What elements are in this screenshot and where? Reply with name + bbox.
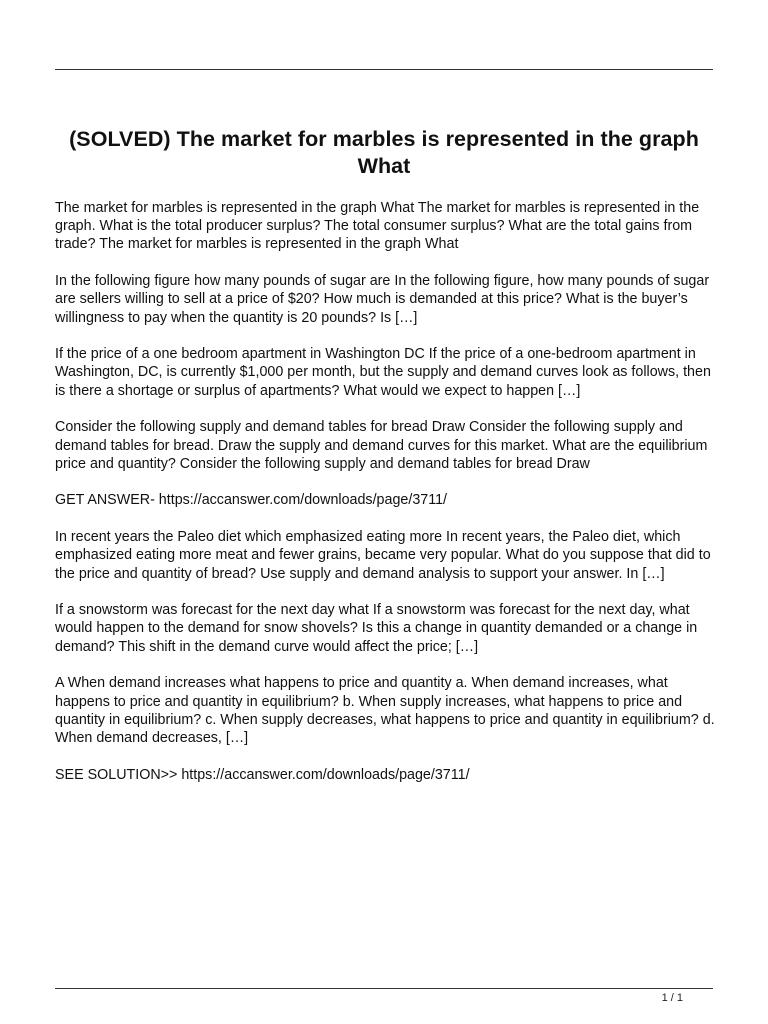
paragraph-marbles: The market for marbles is represented in the graph What The market for marbles is represented in the graph. What is the total producer surplus? The total consumer surplus? What are the total gains from trade? The market for marbles is represented in the graph What bbox=[55, 200, 700, 253]
footer-divider bbox=[55, 988, 713, 989]
paragraph-paleo-diet: In recent years the Paleo diet which emphasized eating more In recent years, the Paleo diet, which emphasized eating more meat and fewer grains, became very popular. What do you suppose that did to the price and quantity of bread? Use supply and demand analysis to support your answer. In […] bbox=[55, 529, 711, 582]
header-divider bbox=[55, 69, 713, 70]
get-answer-link[interactable]: GET ANSWER- https://accanswer.com/downloads/page/3711/ bbox=[55, 492, 448, 509]
page-number: 1 / 1 bbox=[661, 992, 683, 1004]
see-solution-link[interactable]: SEE SOLUTION>> https://accanswer.com/downloads/page/3711/ bbox=[55, 766, 470, 783]
document-body bbox=[55, 199, 717, 802]
paragraph-sugar: In the following figure how many pounds of sugar are In the following figure, how many pounds of sugar are sellers willing to sell at a price of $20? How much is demanded at this price? What is the buyer’s willingness to pay when the quantity is 20 pounds? Is […] bbox=[55, 273, 710, 326]
page-title: (SOLVED) The market for marbles is represented in the graph What bbox=[69, 127, 699, 178]
paragraph-bread-tables: Consider the following supply and demand tables for bread Draw Consider the following supply and demand tables for bread. Draw the supply and demand curves for this market. What are the equilibrium price and quantity? Consider the following supply and demand tables for bread Draw bbox=[55, 419, 708, 472]
paragraph-demand-increases: A When demand increases what happens to price and quantity a. When demand increases, what happens to price and quantity in equilibrium? b. When supply increases, what happens to price and quantity in equilibrium? c. When supply decreases, what happens to price and quantity in equilibrium? d. When demand decreases, […] bbox=[55, 675, 715, 746]
paragraph-apartment: If the price of a one bedroom apartment in Washington DC If the price of a one-bedroom apartment in Washington, DC, is currently $1,000 per month, but the supply and demand curves look as follows, then is there a shortage or surplus of apartments? What would we expect to happen […] bbox=[55, 346, 711, 399]
paragraph-snowstorm: If a snowstorm was forecast for the next day what If a snowstorm was forecast for the next day, what would happen to the demand for snow shovels? Is this a change in quantity demanded or a change in demand? This shift in the demand curve would affect the price; […] bbox=[55, 602, 698, 655]
